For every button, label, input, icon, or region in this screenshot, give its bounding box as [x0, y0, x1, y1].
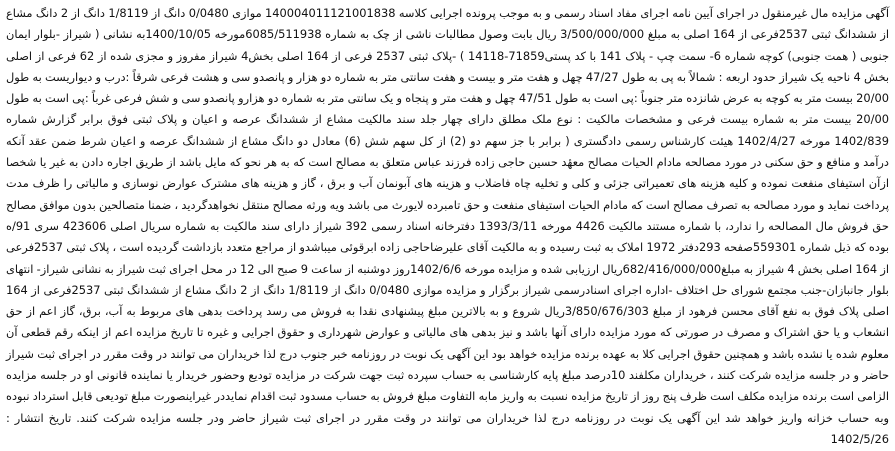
notice-body-text: آگهی مزایده مال غیرمنقول در اجرای آیین نامه اجرای مفاد اسناد رسمی و به موجب پرونده اجرایی کلاسه 140004011121001838 موازی 0/0480 دانگ از 1/8119 دانگ از 2 دانگ مشاع از ششدانگ ثبتی 2537فرعی از 164 اصلی به مبلغ 3/500/000/000 ریال بابت وصول مطالبات ناشی از چک به شماره 6085/511938مورخه 1400/10/05به نشانی ( شیراز -بلوار ایمان جنوبی ( همت جنوبی) کوچه شماره 6- سمت چپ - پلاک 141 با کد پستی71859-14118 ) -پلاک ثبتی 2537 فرعی از 164 اصلی بخش4 شیراز مفروز و مجزی شده از 62 فرعی از اصلی بخش 4 ناحیه یک شیراز حدود اربعه : شمالاً به پی به طول 47/27 چهل و هفت متر و بیست و هفت سانتی متر به شماره دو هزار و پانصدو سی و هشت فرعی شرقاً :درب و دیواریست به طول 20/00 بیست متر به کوچه به عرض شانزده متر جنوباً :پی است به طول 47/51 چهل و هفت متر و پنجاه و یک سانتی متر به شماره دو هزارو پانصدو سی و شش فرعی غرباً :پی است به طول 20/00 بیست متر به شماره بیست فرعی و مشخصات مالکیت : نوع ملک مطلق دارای چهار جلد سند مالکیت مشاع از ششدانگ عرصه و اعیان و پلاک ثبتی فوق برابر گزارش شماره 1402/839 مورخه 1402/4/27 هیئت کارشناس رسمی دادگستری ( برابر با جز سهم دو (2) از کل سهم شش (6) معادل دو دانگ مشاع از ششدانگ عرصه و اعیان شرط ضمن عقد آنکه درآمد و منافع و حق سکنی در مورد مصالحه مادام الحیات مصالح معهٔد حسین حاجی زاده فرزند عباس متعلق به مصالح است که به هر نحو که مایل باشد از طریق اجاره دادن به غیر یا شخصا ازآن استیفای منفعت نموده و کلیه هزینه های تعمیراتی جزئی و کلی و تخلیه چاه فاضلاب و هزینه های آبونمان آب و برق ، گاز و هزینه های مشترک عوارض نوسازی و مالیاتی را ظرف مدت پرداخت نماید و مورد مصالحه به تصرف مصالح است که مادام الحیات استیفای منفعت و حق تامبرده لایورث می باشد ویه ورثه مصالح منتقل نخواهدگردید ، ضمنا متصالحین بدون موافق مصالح حق فروش مال المصالحه را ندارد، با شماره مستند مالکیت 4426 مورخه 1393/3/11 دفترخانه اسناد رسمی 392 شیراز دارای سند مالکیت به شماره سریال اصلی 423606 سری 91/ه بوده که ذیل شماره 559301صفحه 293دفتر 1972 املاک به ثبت رسیده و به مالکیت آقای علیرضاحاجی زاده ابرقوئی میباشدو از مراجع متعدد بازداشت گردیده است ، پلاک ثبتی 2537فرعی از 164 اصلی بخش 4 شیراز به مبلغ682/416/000/000ریال ارزیابی شده و مزایده مورخه 1402/6/6روز دوشنبه از ساعت 9 صبح الی 12 در محل اجرای ثبت شیراز به نشانی شیراز- انتهای بلوار جانبازان-جنب مجتمع شورای حل اختلاف -اداره اجرای اسنادرسمی شیراز برگزار و مزایده موازی 0/0480 دانگ از 1/8119 دانگ از 2 دانگ مشاع از ششدانگ ثبتی 2537فرعی از 164 اصلی پلاک فوق به نفع آقای محسن فرهود از مبلغ 3/850/676/303ریال شروع و به بالاترین مبلغ پیشنهادی نقدا به فروش می رسد پرداخت بدهی های مربوط به آب، برق، گاز اعم از حق انشعاب و یا حق اشتراک و مصرف در صورتی که مورد مزایده دارای آنها باشد و نیز بدهی های مالیاتی و عوارض شهرداری و حقوق اجرایی و غیره تا تاریخ مزایده اعم از اینکه رقم قطعی آن معلوم شده یا نشده باشد و همچنین حقوق اجرایی کلا به عهده برنده مزایده خواهد بود این آگهی یک نوبت در روزنامه خبر جنوب درج لذا خریداران می توانند در وقت مقرر در اجرای ثبت شیراز حاضر و در جلسه مزایده شرکت کنند ، خریداران مکلفند 10درصد مبلغ پایه کارشناسی به حساب سپرده ثبت جهت شرکت در مزایده تودیع وحضور خریدار یا نماینده قانونی او در جلسه مزایده الزامی است برنده مزایده مکلف است ظرف پنج روز از تاریخ مزایده نسبت به واریز مابه التفاوت مبلغ فروش به حساب مسدود ثبت اقدام نمایددر غیراینصورت مبلغ تودیعی قابل استرداد نبوده وبه حساب خزانه واریز خواهد شد این آگهی یک نوبت در روزنامه درج لذا خریداران می توانند در وقت مقرر در اجرای ثبت شیراز حاضر ودر جلسه مزایده شرکت کنند. تاریخ انتشار : 1402/5/26	[6, 6, 890, 446]
